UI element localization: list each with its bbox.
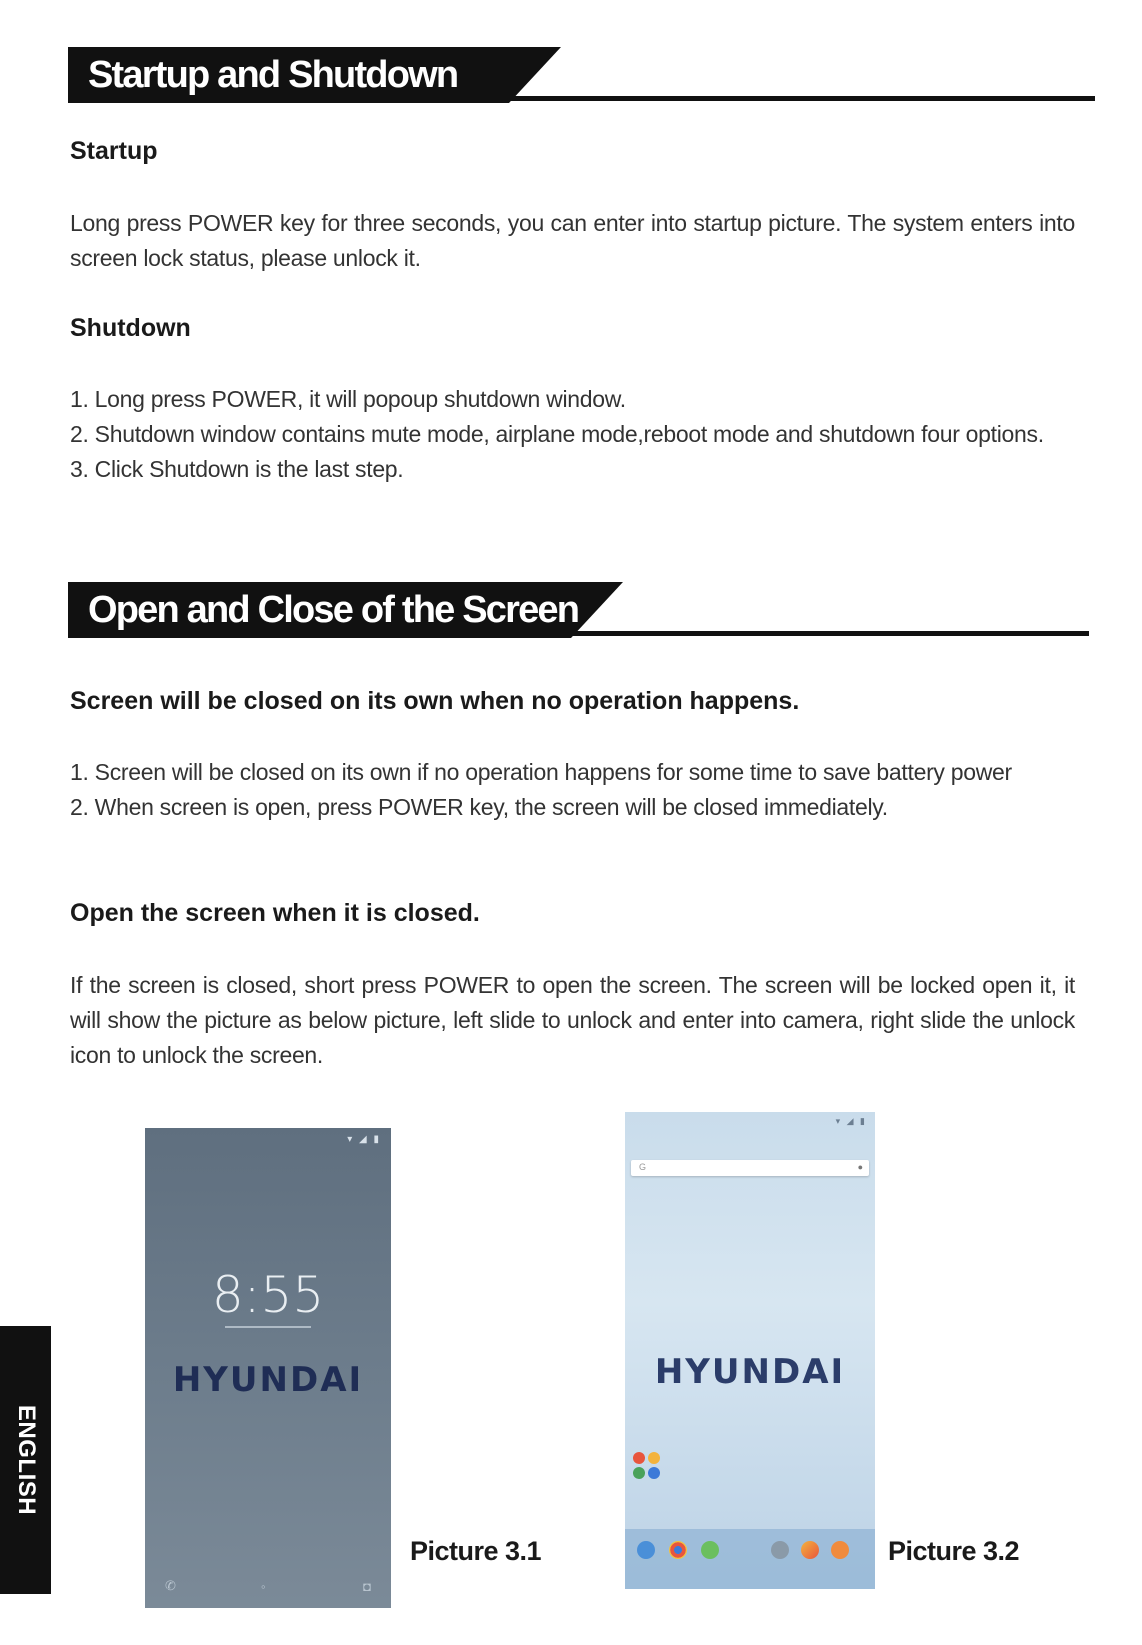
screen-open-paragraph: If the screen is closed, short press POWER to open the screen. The screen will be locked open it, it will show the picture as below picture, left slide to unlock and enter into camera, right slide the unlock icon to unlock the screen. (70, 972, 1075, 1068)
app-folder-icon (633, 1452, 663, 1482)
app-icon (637, 1541, 655, 1559)
hyundai-logo: HYUNDAI (654, 1352, 846, 1392)
language-label: ENGLISH (12, 1404, 40, 1516)
picture-caption-2: Picture 3.2 (888, 1536, 1020, 1566)
section-banner-screen (68, 582, 1089, 638)
settings-icon (771, 1541, 789, 1559)
list-item: 2. Shutdown window contains mute mode, airplane mode,reboot mode and shutdown four options. (70, 421, 1044, 447)
shutdown-list (70, 382, 1075, 487)
phone-icon: ✆ (165, 1578, 176, 1593)
lock-icon: ◦ (261, 1579, 266, 1594)
language-side-tab (0, 1326, 51, 1594)
play-store-icon (801, 1541, 819, 1559)
camera-icon: ◘ (363, 1579, 371, 1594)
startup-text (70, 206, 1075, 276)
list-item: 3. Click Shutdown is the last step. (70, 456, 404, 482)
startup-paragraph: Long press POWER key for three seconds, you can enter into startup picture. The system enters into screen lock status, please unlock it. (70, 210, 1075, 271)
startup-heading: Startup (70, 137, 158, 165)
picture-caption-1: Picture 3.1 (410, 1536, 542, 1566)
section-banner-startup (68, 47, 1095, 103)
date-divider (225, 1326, 311, 1328)
mic-icon: ● (857, 1162, 863, 1172)
app-icon (831, 1541, 849, 1559)
chrome-icon (669, 1541, 687, 1559)
list-item: 1. Screen will be closed on its own if no operation happens for some time to save battery power (70, 759, 1012, 785)
shutdown-heading: Shutdown (70, 314, 191, 342)
google-icon: G (639, 1162, 647, 1172)
screen-close-list (70, 755, 1075, 825)
status-bar-icon: ▾ ◢ ▮ (347, 1134, 381, 1145)
status-bar-icon: ▾ ◢ ▮ (835, 1116, 867, 1126)
lock-screen-image (145, 1128, 391, 1608)
section-title: Startup and Shutdown (88, 54, 458, 96)
search-bar (631, 1160, 869, 1176)
section-title: Open and Close of the Screen (88, 589, 579, 631)
screen-close-heading: Screen will be closed on its own when no operation happens. (70, 687, 800, 715)
screen-open-text (70, 968, 1075, 1073)
lock-screen-time: 8:55 (211, 1266, 325, 1324)
app-dock (625, 1529, 875, 1589)
screen-open-heading: Open the screen when it is closed. (70, 899, 480, 927)
list-item: 1. Long press POWER, it will popoup shutdown window. (70, 386, 626, 412)
app-icon (701, 1541, 719, 1559)
hyundai-logo: HYUNDAI (172, 1360, 364, 1400)
list-item: 2. When screen is open, press POWER key, the screen will be closed immediately. (70, 794, 888, 820)
home-screen-image (625, 1112, 875, 1589)
